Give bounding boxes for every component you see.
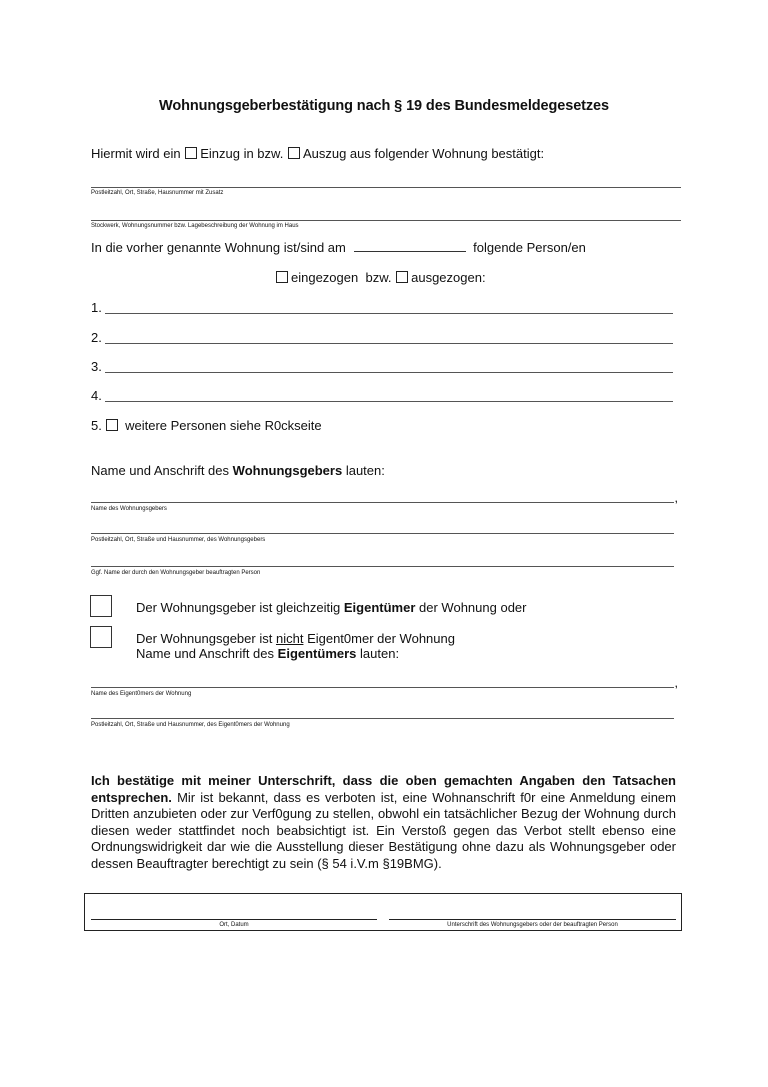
- owner-heading-bold: Eigentümers: [277, 646, 357, 661]
- owner-heading-prefix: Name und Anschrift des: [136, 646, 275, 661]
- moved-in-checkbox[interactable]: [276, 271, 288, 283]
- person-number: 4.: [91, 388, 102, 403]
- move-in-checkbox[interactable]: [185, 147, 197, 159]
- move-in-label: Einzug in bzw.: [200, 146, 284, 161]
- landlord-heading: [91, 463, 385, 478]
- landlord-address-caption: Postleitzahl, Ort, Straße und Hausnummer, des Wohnungsgebers: [91, 537, 266, 543]
- is-owner-bold: Eigentümer: [343, 600, 416, 615]
- place-date-input[interactable]: [91, 919, 377, 920]
- owner-name-comma: ,: [675, 679, 678, 689]
- more-persons-label: weitere Personen siehe R0ckseite: [125, 418, 322, 433]
- agent-name-input[interactable]: [91, 566, 674, 567]
- owner-heading-suffix: lauten:: [360, 646, 400, 661]
- floor-caption: Stockwerk, Wohnungsnummer bzw. Lagebeschreibung der Wohnung im Haus: [91, 223, 299, 229]
- moved-out-checkbox[interactable]: [396, 271, 408, 283]
- is-owner-prefix: Der Wohnungsgeber ist gleichzeitig: [136, 600, 341, 615]
- person-1-input[interactable]: [105, 313, 673, 314]
- signature-caption: Unterschrift des Wohnungsgebers oder der beauftragten Person: [447, 922, 618, 928]
- moved-out-label: ausgezogen:: [411, 270, 486, 285]
- not-owner-prefix: Der Wohnungsgeber ist: [136, 631, 273, 646]
- more-persons-line: [91, 418, 322, 433]
- owner-name-caption: Name des Eigent0mers der Wohnung: [91, 691, 192, 697]
- date-sentence-suffix: folgende Person/en: [473, 240, 586, 255]
- date-sentence: [91, 240, 586, 255]
- date-sentence-prefix: In die vorher genannte Wohnung ist/sind am: [91, 240, 346, 255]
- declaration-text: Mir ist bekannt, dass es verboten ist, eine Wohnanschrift f0r eine Anmeldung einem Dritten anzubieten oder zur Verf0gung zu stellen, obwohl ein tatsächlicher Bezug der Wohnung durch diesen weder stattfindet noch beabsichtigt ist. Ein Verstoß gegen das Verbot stellt ebenso eine Ordnungswidrigkeit dar wie die Ausstellung dieser Bestätigung ohne dazu als Wohnungsgeber oder dessen Beauftragter berechtigt zu sein (§ 54 i.V.m §19BMG).: [91, 789, 676, 871]
- address-input-line[interactable]: [91, 187, 681, 188]
- date-input[interactable]: [354, 241, 466, 252]
- not-owner-label: [136, 631, 455, 646]
- landlord-name-comma: ,: [675, 494, 678, 504]
- person-number: 1.: [91, 300, 102, 315]
- intro-prefix: Hiermit wird ein: [91, 146, 181, 161]
- is-owner-checkbox[interactable]: [90, 595, 112, 617]
- more-persons-checkbox[interactable]: [106, 419, 118, 431]
- person-3-input[interactable]: [105, 372, 673, 373]
- place-date-caption: Ort, Datum: [219, 922, 249, 928]
- is-owner-suffix: der Wohnung oder: [419, 600, 527, 615]
- landlord-address-input[interactable]: [91, 533, 674, 534]
- moved-in-label: eingezogen: [291, 270, 359, 285]
- landlord-heading-prefix: Name und Anschrift des: [91, 463, 230, 478]
- landlord-heading-bold: Wohnungsgebers: [232, 463, 343, 478]
- not-owner-suffix: Eigent0mer der Wohnung: [307, 631, 455, 646]
- is-owner-label: [136, 600, 526, 615]
- floor-input-line[interactable]: [91, 220, 681, 221]
- declaration-bold: Ich bestätige mit meiner Unterschrift, dass die oben gemachten Angaben den Tatsachen entsprechen.: [91, 773, 676, 805]
- landlord-name-input[interactable]: [91, 502, 674, 503]
- owner-name-input[interactable]: [91, 687, 674, 688]
- owner-address-input[interactable]: [91, 718, 674, 719]
- landlord-heading-suffix: lauten:: [345, 463, 385, 478]
- not-owner-underlined: nicht: [275, 631, 304, 646]
- agent-name-caption: Ggf. Name der durch den Wohnungsgeber beauftragten Person: [91, 570, 261, 576]
- signature-input[interactable]: [389, 919, 676, 920]
- movement-separator: bzw.: [365, 270, 392, 285]
- more-persons-number: 5.: [91, 418, 102, 433]
- person-4-input[interactable]: [105, 401, 673, 402]
- declaration-paragraph: [91, 773, 676, 872]
- intro-line: [91, 146, 544, 161]
- owner-address-caption: Postleitzahl, Ort, Straße und Hausnummer, des Eigent0mers der Wohnung: [91, 722, 290, 728]
- document-title: Wohnungsgeberbestätigung nach § 19 des Bundesmeldegesetzes: [159, 98, 609, 114]
- address-caption: Postleitzahl, Ort, Straße, Hausnummer mit Zusatz: [91, 190, 224, 196]
- person-number: 3.: [91, 359, 102, 374]
- person-number: 2.: [91, 330, 102, 345]
- move-out-checkbox[interactable]: [288, 147, 300, 159]
- person-2-input[interactable]: [105, 343, 673, 344]
- movement-line: [275, 270, 486, 285]
- not-owner-checkbox[interactable]: [90, 626, 112, 648]
- move-out-label: Auszug aus folgender Wohnung bestätigt:: [302, 146, 545, 161]
- landlord-name-caption: Name des Wohnungsgebers: [91, 506, 167, 512]
- owner-heading: [136, 646, 399, 661]
